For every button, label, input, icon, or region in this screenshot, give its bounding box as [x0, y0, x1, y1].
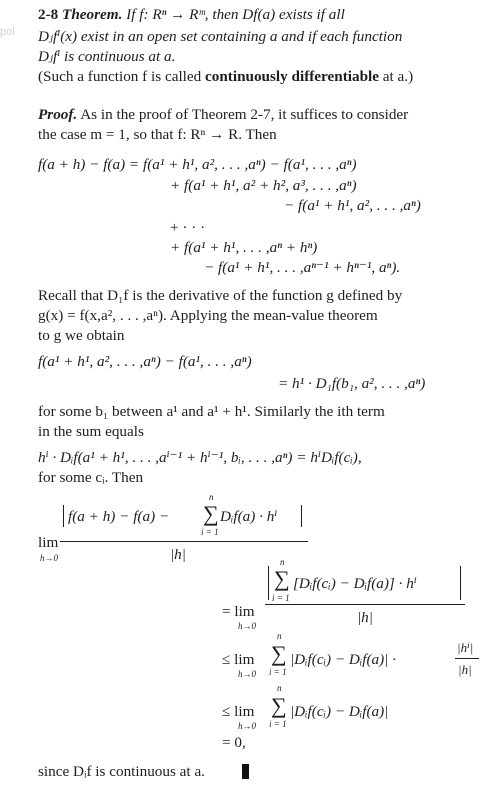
ith-term: hⁱ · Dᵢf(a¹ + h¹, . . . ,aⁱ⁻¹ + hⁱ⁻¹, bᵢ, . . . ,aⁿ) = hⁱDᵢf(cᵢ),	[38, 449, 362, 466]
eq1-line-2: + f(a¹ + h¹, a² + h², a³, . . . ,aⁿ)	[170, 177, 357, 194]
lim-main: lim	[38, 534, 59, 551]
margin-mark: pol	[0, 26, 15, 38]
theorem-number: 2-8	[38, 6, 59, 23]
sum4-top: n	[277, 683, 282, 693]
r1-num: [Dᵢf(cᵢ) − Dᵢf(a)] · hⁱ	[293, 575, 417, 592]
theorem-note	[38, 67, 413, 86]
final-line: since Dᵢf is continuous at a.	[38, 763, 205, 780]
sum3-sigma: ∑	[271, 641, 287, 666]
recall-3: to g we obtain	[38, 327, 125, 344]
proof-text-1: As in the proof of Theorem 2-7, it suffices to consider	[80, 106, 409, 123]
r2-body: |Dᵢf(cᵢ) − Dᵢf(a)| ·	[290, 651, 396, 668]
sum1-sigma: ∑	[203, 501, 219, 526]
mvt-line-1: f(a¹ + h¹, a², . . . ,aⁿ) − f(a¹, . . . ,aⁿ)	[38, 353, 252, 370]
qed-mark	[242, 764, 249, 779]
theorem-text-1: If f: Rⁿ → Rᵐ, then Df(a) exists if all	[126, 6, 345, 23]
recall-2: g(x) = f(x,a², . . . ,aⁿ). Applying the mean-value theorem	[38, 307, 378, 324]
r2-frac-bot: |h|	[458, 662, 472, 677]
note-bold: continuously differentiable	[205, 68, 379, 85]
proof-text-2: the case m = 1, so that f: Rⁿ → R. Then	[38, 126, 277, 143]
num-abs-left	[63, 505, 64, 527]
r4-zero: = 0,	[222, 734, 246, 751]
r3-lim-sub: h→0	[238, 721, 256, 731]
r1-abs-right	[460, 566, 461, 600]
eq1-line-4: + · · ·	[170, 219, 206, 236]
sum2-bottom: i = 1	[272, 593, 290, 603]
theorem-line-1	[38, 5, 345, 24]
some-2: in the sum equals	[38, 423, 144, 440]
r3-body: |Dᵢf(cᵢ) − Dᵢf(a)|	[290, 703, 389, 720]
r2-lim: ≤ lim	[222, 651, 255, 668]
r1-abs-left	[268, 566, 269, 600]
r2-frac-top: |hⁱ|	[457, 640, 474, 655]
r2-lim-sub: h→0	[238, 669, 256, 679]
some-1: for some b₁ between a¹ and a¹ + h¹. Similarly the ith term	[38, 403, 385, 420]
r1-fraction-bar	[265, 604, 465, 605]
mvt-line-2: = h¹ · D₁f(b₁, a², . . . ,aⁿ)	[278, 375, 426, 392]
note-post: at a.)	[378, 68, 414, 85]
theorem-text-2: Dⱼfⁱ(x) exist in an open set containing a and if each function	[38, 28, 403, 45]
r1-lim: = lim	[222, 603, 255, 620]
r2-fraction-bar	[455, 658, 479, 659]
r3-lim: ≤ lim	[222, 703, 255, 720]
sum3-bottom: i = 1	[269, 667, 287, 677]
den-main: |h|	[170, 546, 186, 563]
sum4-bottom: i = 1	[269, 719, 287, 729]
theorem-label: Theorem.	[62, 6, 123, 23]
sum3-top: n	[277, 631, 282, 641]
r1-lim-sub: h→0	[238, 621, 256, 631]
num1-right: Dᵢf(a) · hⁱ	[220, 508, 278, 525]
eq1-line-5: + f(a¹ + h¹, . . . ,aⁿ + hⁿ)	[170, 239, 318, 256]
sum2-top: n	[280, 557, 285, 567]
proof-line-1	[38, 105, 408, 124]
proof-label: Proof.	[38, 106, 78, 123]
eq1-line-1: f(a + h) − f(a) = f(a¹ + h¹, a², . . . ,aⁿ) − f(a¹, . . . ,aⁿ)	[38, 156, 357, 173]
sum2-sigma: ∑	[274, 566, 290, 591]
num1-left: f(a + h) − f(a) −	[68, 508, 170, 525]
sum4-sigma: ∑	[271, 693, 287, 718]
eq1-line-3: − f(a¹ + h¹, a², . . . ,aⁿ)	[284, 197, 421, 214]
lim-main-sub: h→0	[40, 553, 58, 563]
sum1-top: n	[209, 492, 214, 502]
theorem-text-3: Dⱼfⁱ is continuous at a.	[38, 48, 176, 65]
ith-term-2: for some cᵢ. Then	[38, 469, 144, 486]
num-abs-right	[301, 505, 302, 527]
sum1-bottom: i = 1	[201, 527, 219, 537]
eq1-line-6: − f(a¹ + h¹, . . . ,aⁿ⁻¹ + hⁿ⁻¹, aⁿ).	[204, 259, 401, 276]
note-pre: (Such a function f is called	[38, 68, 206, 85]
recall-1: Recall that D₁f is the derivative of the function g defined by	[38, 287, 403, 304]
r1-den: |h|	[357, 609, 373, 626]
main-fraction-bar	[60, 541, 308, 542]
